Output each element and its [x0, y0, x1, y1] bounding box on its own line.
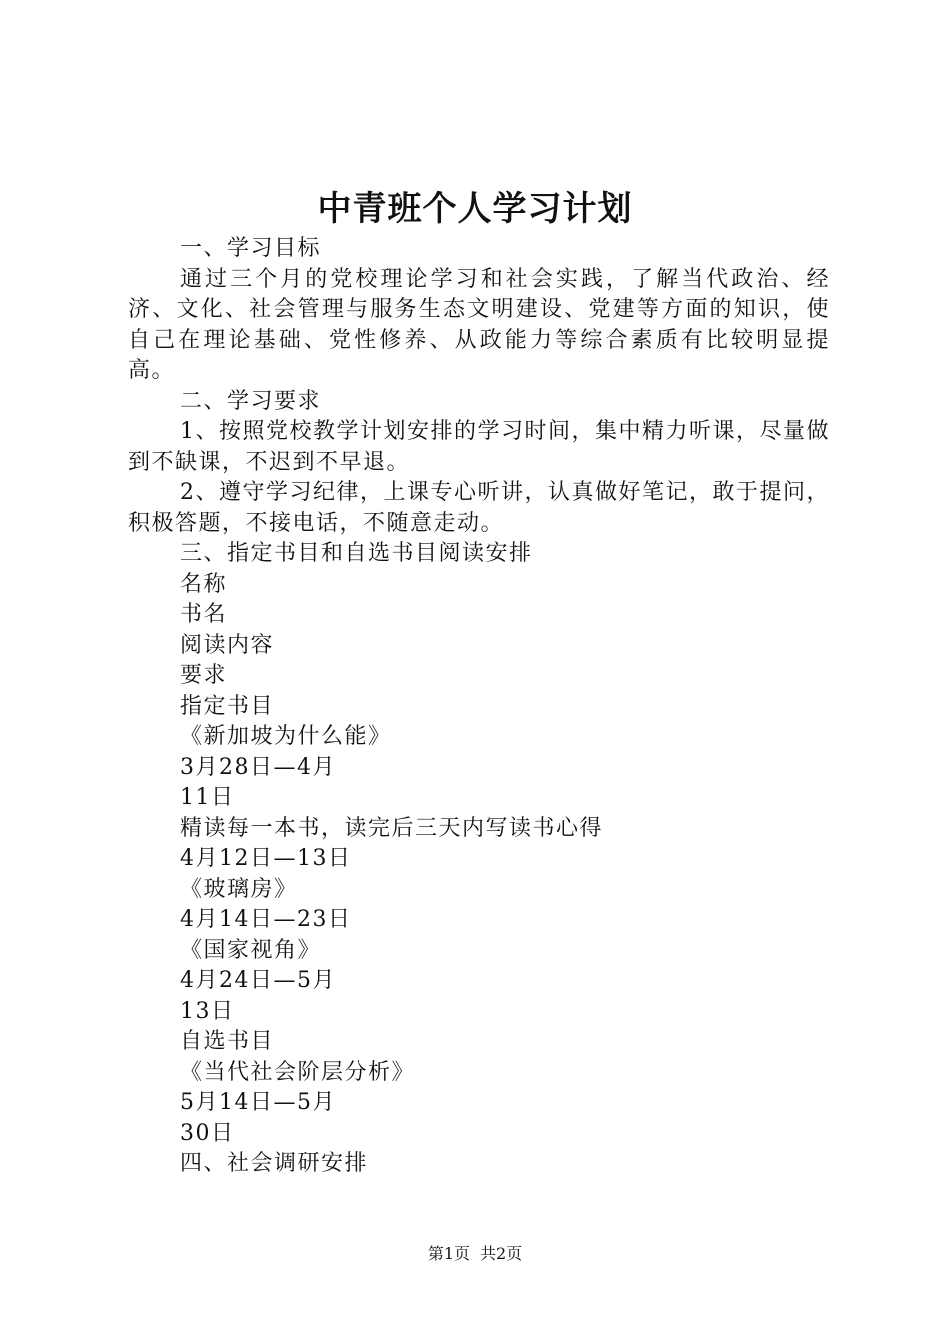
reading-schedule-line: 阅读内容 — [180, 632, 275, 658]
section-heading-reading: 三、指定书目和自选书目阅读安排 — [180, 541, 533, 566]
reading-schedule-line: 11日 — [180, 785, 235, 810]
requirement-item-2: 2、遵守学习纪律，上课专心听讲，认真做好笔记，敢于提问，积极答题，不接电话，不随意走动。 — [128, 480, 830, 536]
section-heading-research: 四、社会调研安排 — [180, 1151, 369, 1176]
reading-schedule-line: 要求 — [180, 663, 228, 688]
document-title: 中青班个人学习计划 — [317, 189, 633, 229]
reading-schedule-line: 《新加坡为什么能》 — [180, 724, 392, 749]
reading-schedule-line: 自选书目 — [180, 1029, 275, 1054]
page-footer — [0, 1242, 950, 1266]
page-number-total: 共2页 — [480, 1244, 523, 1263]
reading-schedule-line: 书名 — [180, 602, 228, 627]
reading-schedule-line: 4月14日—23日 — [180, 907, 352, 932]
reading-schedule-line: 30日 — [180, 1120, 235, 1146]
document-body — [128, 234, 830, 1180]
section-heading-requirements: 二、学习要求 — [180, 388, 322, 414]
reading-schedule-line: 名称 — [180, 571, 228, 597]
reading-schedule-line: 13日 — [180, 998, 235, 1024]
reading-schedule-line: 《当代社会阶层分析》 — [180, 1059, 416, 1085]
reading-schedule-line: 4月12日—13日 — [180, 846, 352, 871]
reading-schedule-line: 5月14日—5月 — [180, 1090, 336, 1115]
reading-schedule-list — [128, 570, 830, 1150]
section-heading-goals: 一、学习目标 — [180, 236, 322, 261]
reading-schedule-line: 4月24日—5月 — [180, 968, 336, 993]
requirement-item-1: 1、按照党校教学计划安排的学习时间，集中精力听课，尽量做到不缺课，不迟到不早退。 — [128, 419, 830, 475]
page-number-current: 第1页 — [427, 1244, 470, 1263]
reading-schedule-line: 3月28日—4月 — [180, 754, 336, 780]
reading-schedule-line: 指定书目 — [180, 693, 275, 719]
reading-schedule-line: 《玻璃房》 — [180, 876, 298, 902]
section-goals-paragraph: 通过三个月的党校理论学习和社会实践，了解当代政治、经济、文化、社会管理与服务生态文明建设、党建等方面的知识，使自己在理论基础、党性修养、从政能力等综合素质有比较明显提高。 — [128, 266, 830, 383]
reading-schedule-line: 精读每一本书，读完后三天内写读书心得 — [180, 815, 604, 841]
reading-schedule-line: 《国家视角》 — [180, 937, 322, 963]
